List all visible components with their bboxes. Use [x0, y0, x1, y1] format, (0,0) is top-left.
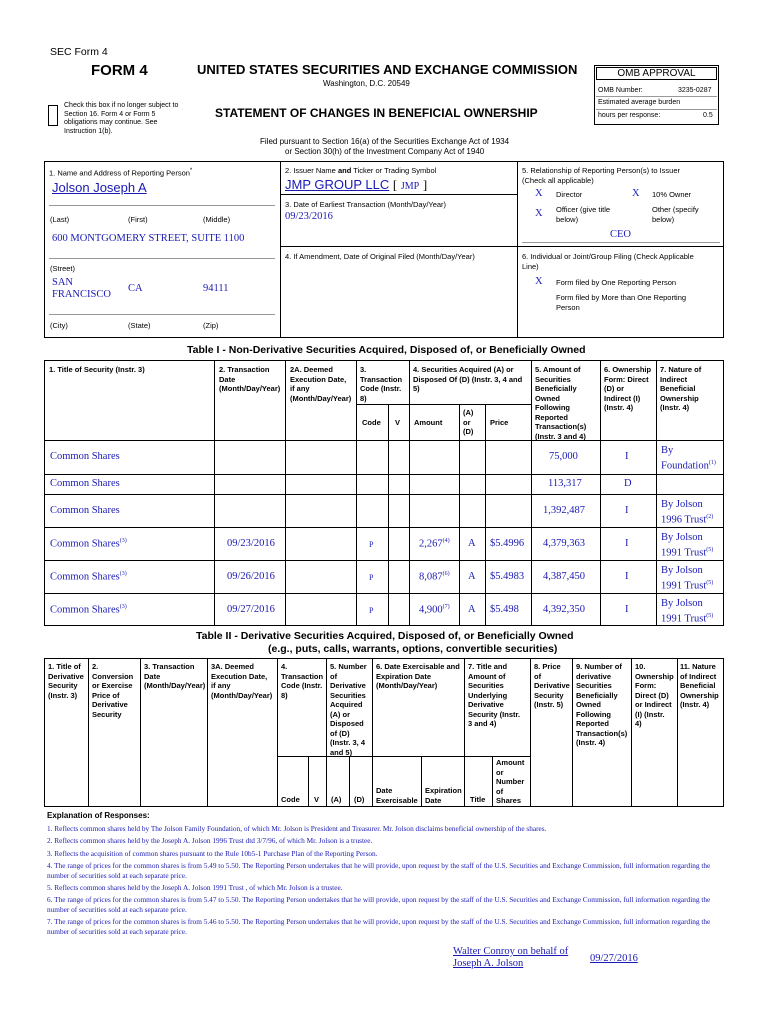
box1-label: 1. Name and Address of Reporting Person* [49, 168, 193, 178]
title-underline [522, 242, 720, 243]
grid-divider [280, 161, 281, 338]
t1-row4-code: P [369, 540, 374, 549]
director-label: Director [556, 190, 583, 199]
t2-header-deemed: 3A. Deemed Execution Date, if any (Month/Day/Year) [211, 662, 273, 700]
explanation-notes [47, 824, 717, 939]
t1-header-amount-owned: 5. Amount of Securities Beneficially Owned Following Reported Transaction(s) (Instr. 3 and 4) [535, 365, 587, 441]
note-6: 6. The range of prices for the common shares is from 5.47 to 5.50. The Reporting Person undertakes that he will provide, upon request by the staff of the U.S. Securities and Exchange Commission, full information regarding the number of securities sold at each separate price. [47, 895, 711, 914]
agency-location: Washington, D.C. 20549 [323, 79, 410, 88]
t2-sub-a: (A) [331, 795, 342, 804]
one-person-label: Form filed by One Reporting Person [556, 278, 677, 287]
first-label: (First) [128, 215, 148, 224]
t2-sub-expiration: Expiration Date [425, 786, 462, 805]
t1-row4-form: I [625, 538, 629, 549]
box2-label: 2. Issuer Name and Ticker or Trading Symbol [285, 166, 437, 175]
street-underline [49, 258, 275, 259]
omb-divider [596, 96, 717, 97]
t1-row3-title: Common Shares [50, 505, 120, 516]
agency-title: UNITED STATES SECURITIES AND EXCHANGE COMMISSION [197, 62, 578, 77]
t2-sub-title: Title [470, 795, 486, 804]
hours-label: hours per response: [598, 112, 661, 119]
t1-row1-nature: By Foundation$^{(1)}$ [661, 445, 716, 472]
t1-header-code: 3. Transaction Code (Instr. 8) [360, 365, 403, 403]
t2-header-conversion: 2. Conversion or Exercise Price of Derivative Security [92, 662, 134, 719]
explanation-title: Explanation of Responses: [47, 811, 150, 820]
t1-row6-form: I [625, 604, 629, 615]
t2-header-title: 1. Title of Derivative Security (Instr. 3) [48, 662, 84, 700]
t1-row6-owned: 4,392,350 [543, 604, 585, 615]
sec-form-label: SEC Form 4 [50, 46, 108, 58]
t1-row2-form: D [624, 478, 632, 489]
t1-sub-a-or-d: (A) or (D) [463, 408, 474, 436]
t1-row3-owned: 1,392,487 [543, 505, 585, 516]
t1-row6-title: Common Shares$^{(3)}$ [50, 604, 127, 616]
state-label: (State) [128, 321, 151, 330]
t1-row6-amount: 4,900$^{(7)}$ [419, 604, 450, 616]
t2-sub-d: (D) [354, 795, 365, 804]
director-check[interactable]: X [535, 188, 543, 199]
t1-header-ownership-form: 6. Ownership Form: Direct (D) or Indirect (I) (Instr. 4) [604, 365, 652, 412]
grid-divider [517, 161, 518, 338]
zip-label: (Zip) [203, 321, 219, 330]
omb-divider [596, 109, 717, 110]
omb-number: 3235-0287 [678, 87, 712, 94]
t1-row6-nature: By Jolson 1991 Trust$^{(5)}$ [661, 598, 714, 625]
note-4: 4. The range of prices for the common shares is from 5.49 to 5.50. The Reporting Person undertakes that he will provide, upon request by the staff of the U.S. Securities and Exchange Commission, full information regarding the number of securities sold at each separate price. [47, 861, 711, 880]
t1-row5-amount: 8,087$^{(6)}$ [419, 571, 450, 583]
t1-row4-amount: 2,267$^{(4)}$ [419, 538, 450, 550]
t1-row4-title: Common Shares$^{(3)}$ [50, 538, 127, 550]
box5-label: 5. Relationship of Reporting Person(s) to Issuer (Check all applicable) [522, 166, 680, 185]
t1-row5-owned: 4,387,450 [543, 571, 585, 582]
t2-sub-v: V [314, 795, 320, 804]
city-value: SAN FRANCISCO [52, 277, 111, 300]
t1-row4-date: 09/23/2016 [227, 538, 275, 549]
city-label: (City) [50, 321, 68, 330]
t1-row6-price: $5.498 [490, 604, 519, 615]
omb-approval-title: OMB APPROVAL [596, 67, 717, 80]
t1-sub-amount: Amount [414, 418, 443, 427]
t1-row4-nature: By Jolson 1991 Trust$^{(5)}$ [661, 532, 714, 559]
t1-row6-code: P [369, 606, 374, 615]
t1-header-nature: 7. Nature of Indirect Beneficial Ownership (Instr. 4) [660, 365, 702, 412]
table2-title: Table II - Derivative Securities Acquired, Disposed of, or Beneficially Owned [196, 630, 574, 642]
t2-sub-date-exercisable: Date Exercisable [376, 786, 418, 805]
t2-header-owned: 9. Number of derivative Securities Beneficially Owned Following Reported Transaction(s) (Instr. 4) [576, 662, 628, 747]
t2-header-nature: 11. Nature of Indirect Beneficial Ownership (Instr. 4) [680, 662, 719, 709]
ten-percent-owner-label: 10% Owner [652, 190, 692, 199]
t2-header-number: 5. Number of Derivative Securities Acquired (A) or Disposed of (D) (Instr. 3, 4 and 5) [330, 662, 367, 757]
t1-row3-nature: By Jolson 1996 Trust$^{(2)}$ [661, 499, 714, 526]
t1-header-deemed: 2A. Deemed Execution Date, if any (Month/Day/Year) [290, 365, 352, 403]
filed-pursuant-line1: Filed pursuant to Section 16(a) of the Securities Exchange Act of 1934 [260, 137, 510, 146]
t1-sub-code: Code [362, 418, 381, 427]
t1-header-date: 2. Transaction Date (Month/Day/Year) [219, 365, 281, 393]
other-label: Other (specify below) [652, 205, 699, 224]
t1-row1-title: Common Shares [50, 451, 120, 462]
one-person-check[interactable]: X [535, 276, 543, 287]
street-address: 600 MONTGOMERY STREET, SUITE 1100 [52, 233, 245, 244]
more-persons-label: Form filed by More than One Reporting Person [556, 293, 687, 312]
hours-value: 0.5 [703, 112, 713, 119]
statement-title: STATEMENT OF CHANGES IN BENEFICIAL OWNERSHIP [215, 106, 538, 120]
t2-header-exercisable: 6. Date Exercisable and Expiration Date (Month/Day/Year) [376, 662, 460, 690]
t2-header-date: 3. Transaction Date (Month/Day/Year) [144, 662, 206, 690]
t1-row5-price: $5.4983 [490, 571, 525, 582]
t1-header-title: 1. Title of Security (Instr. 3) [49, 365, 145, 374]
omb-number-label: OMB Number: [598, 87, 643, 94]
signature: Walter Conroy on behalf of Joseph A. Jolson [453, 946, 569, 969]
ticker-symbol: JMP [400, 181, 420, 192]
t1-row5-code: P [369, 573, 374, 582]
t1-row1-form: I [625, 451, 629, 462]
note-1: 1. Reflects common shares held by The Jolson Family Foundation, of which Mr. Jolson is President and Treasurer. Mr. Jolson disclaims beneficial ownership of the shares. [47, 824, 547, 833]
t2-sub-code: Code [281, 795, 300, 804]
t2-header-ownership-form: 10. Ownership Form: Direct (D) or Indirect (I) (Instr. 4) [635, 662, 674, 728]
t1-row5-nature: By Jolson 1991 Trust$^{(5)}$ [661, 565, 714, 592]
t1-row2-title: Common Shares [50, 478, 120, 489]
t1-row5-date: 09/26/2016 [227, 571, 275, 582]
t1-row4-owned: 4,379,363 [543, 538, 585, 549]
t2-header-code: 4. Transaction Code (Instr. 8) [281, 662, 324, 700]
t1-sub-price: Price [490, 418, 509, 427]
last-label: (Last) [50, 215, 70, 224]
state-value: CA [128, 283, 143, 294]
checkbox-label: Check this box if no longer subject to Section 16. Form 4 or Form 5 obligations may continue. See Instruction 1(b). [64, 102, 179, 135]
zip-value: 94111 [203, 283, 229, 294]
city-underline [49, 314, 275, 315]
filed-pursuant-line2: or Section 30(h) of the Investment Company Act of 1940 [285, 147, 485, 156]
t2-header-price: 8. Price of Derivative Security (Instr. 5) [534, 662, 570, 709]
officer-title: CEO [610, 229, 631, 240]
note-5: 5. Reflects common shares held by the Joseph A. Jolson 1991 Trust , of which Mr. Jolson is a trustee. [47, 883, 343, 893]
t2-header-underlying: 7. Title and Amount of Securities Underlying Derivative Security (Instr. 3 and 4) [468, 662, 521, 728]
issuer-line: JMP GROUP LLC [ JMP ] [285, 177, 428, 192]
ten-percent-owner-check[interactable]: X [632, 188, 640, 199]
burden-label: Estimated average burden [598, 99, 681, 106]
note-3: 3. Reflects the acquisition of common shares pursuant to the Rule 10b5-1 Purchase Plan of the Reporting Person. [47, 848, 378, 858]
signature-date: 09/27/2016 [590, 953, 638, 964]
reporting-person-name[interactable]: Jolson Joseph A [52, 180, 147, 195]
box3-label: 3. Date of Earliest Transaction (Month/Day/Year) [285, 200, 447, 209]
grid-divider [280, 246, 724, 247]
t1-row6-ad: A [468, 604, 476, 615]
earliest-transaction-date: 09/23/2016 [285, 211, 333, 222]
box6-label: 6. Individual or Joint/Group Filing (Check Applicable Line) [522, 252, 694, 271]
t1-row6-date: 09/27/2016 [227, 604, 275, 615]
middle-label: (Middle) [203, 215, 231, 224]
t1-header-securities: 4. Securities Acquired (A) or Disposed Of (D) (Instr. 3, 4 and 5) [413, 365, 523, 393]
t1-row1-owned: 75,000 [549, 451, 578, 462]
name-underline [49, 205, 275, 206]
t1-row3-form: I [625, 505, 629, 516]
note-2: 2. Reflects common shares held by the Joseph A. Jolson 1996 Trust dtd 3/7/96, of which Mr. Jolson is a trustee. [47, 836, 373, 846]
table2-subtitle: (e.g., puts, calls, warrants, options, convertible securities) [268, 643, 558, 655]
t1-row5-form: I [625, 571, 629, 582]
t1-sub-v: V [395, 418, 401, 427]
t1-row2-owned: 113,317 [548, 478, 582, 489]
issuer-name[interactable]: JMP GROUP LLC [285, 177, 390, 192]
t2-sub-amount: Amount or Number of Shares [496, 758, 525, 805]
no-longer-subject-checkbox[interactable] [48, 105, 58, 126]
officer-label: Officer (give title below) [556, 205, 611, 224]
t1-row5-ad: A [468, 571, 476, 582]
note-7: 7. The range of prices for the common shares is from 5.46 to 5.50. The Reporting Person undertakes that he will provide, upon request by the staff of the U.S. Securities and Exchange Commission, full information regarding the number of securities sold at each separate price. [47, 917, 711, 936]
t1-row5-title: Common Shares$^{(3)}$ [50, 571, 127, 583]
t1-row4-ad: A [468, 538, 476, 549]
box4-label: 4. If Amendment, Date of Original Filed (Month/Day/Year) [285, 252, 475, 261]
street-label: (Street) [50, 264, 76, 273]
form-title: FORM 4 [91, 62, 148, 79]
table1-title: Table I - Non-Derivative Securities Acquired, Disposed of, or Beneficially Owned [187, 344, 586, 356]
grid-divider [280, 194, 517, 195]
officer-check[interactable]: X [535, 208, 543, 219]
t1-row4-price: $5.4996 [490, 538, 525, 549]
